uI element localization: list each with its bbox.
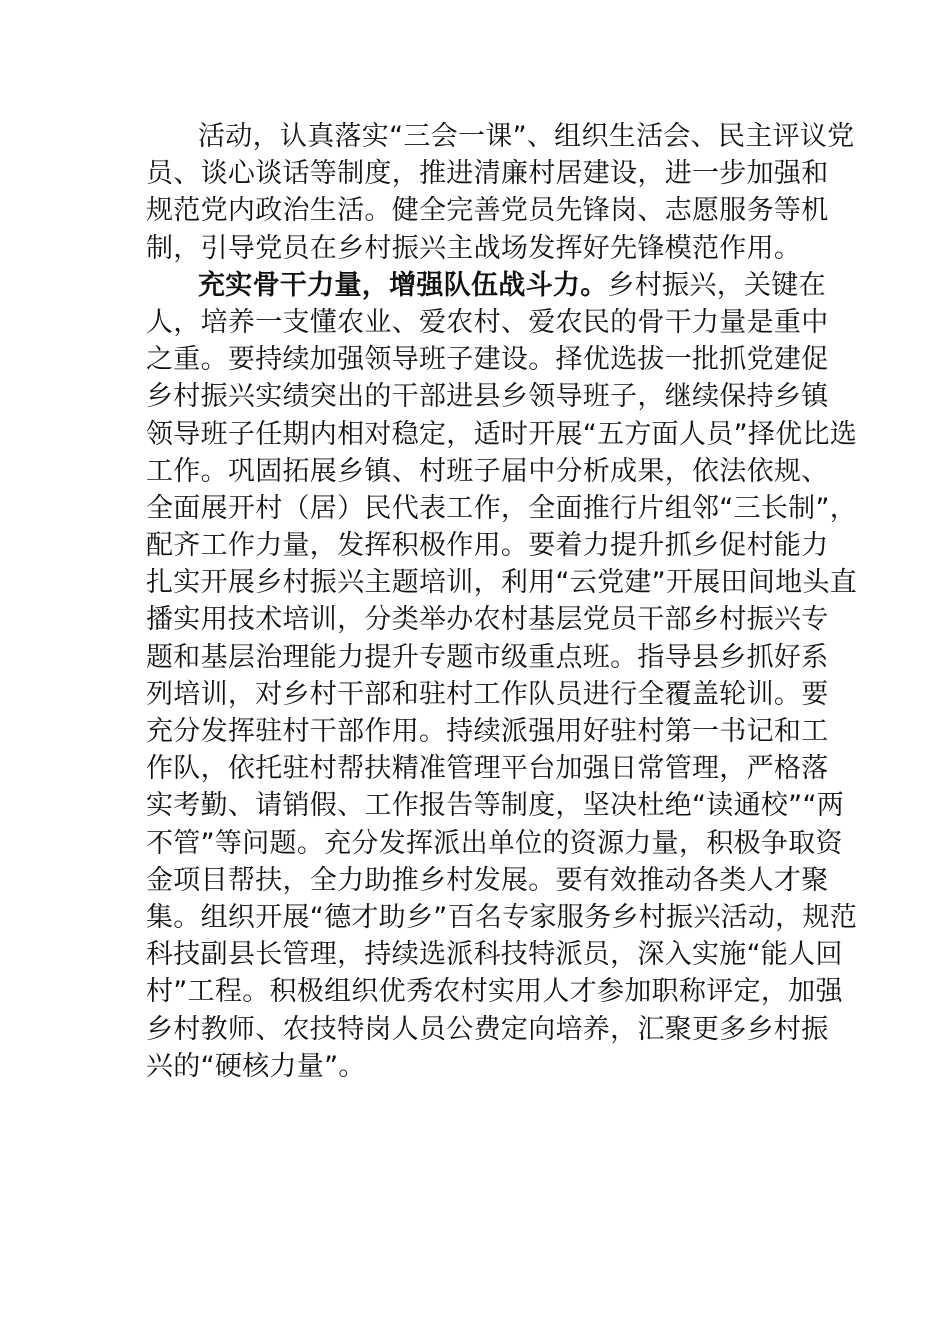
paragraph-line-rest: 乡村振兴，关键在 [607, 269, 826, 301]
paragraph-line: 员、谈心谈话等制度，推进清廉村居建设，进一步加强和 [146, 158, 829, 190]
paragraph-line: 乡村教师、农技特岗人员公费定向培养，汇聚更多乡村振 [146, 1013, 829, 1045]
paragraph-line: 领导班子任期内相对稳定，适时开展“五方面人员”择优比选 [146, 418, 858, 450]
paragraph-line: 不管”等问题。充分发挥派出单位的资源力量，积极争取资 [146, 827, 843, 859]
paragraph-line: 活动，认真落实“三会一课”、组织生活会、民主评议党 [198, 121, 855, 152]
paragraph-line: 乡村振兴实绩突出的干部进县乡领导班子，继续保持乡镇 [146, 381, 829, 413]
document-body [146, 118, 858, 1085]
paragraph-first-line [146, 267, 826, 304]
paragraph-line: 规范党内政治生活。健全完善党员先锋岗、志愿服务等机 [146, 195, 829, 227]
paragraph-line: 配齐工作力量，发挥积极作用。要着力提升抓乡促村能力 [146, 530, 829, 562]
paragraph-line: 科技副县长管理，持续选派科技特派员，深入实施“能人回 [146, 939, 843, 971]
paragraph-line: 播实用技术培训，分类举办农村基层党员干部乡村振兴专 [146, 604, 829, 636]
paragraph-line: 全面展开村（居）民代表工作，全面推行片组邻“三长制”， [146, 492, 858, 524]
paragraph-line: 列培训，对乡村干部和驻村工作队员进行全覆盖轮训。要 [146, 678, 829, 710]
paragraph-line: 之重。要持续加强领导班子建设。择优选拔一批抓党建促 [146, 344, 829, 376]
paragraph-line: 扎实开展乡村振兴主题培训，利用“云党建”开展田间地头直 [146, 567, 858, 599]
paragraph-line: 实考勤、请销假、工作报告等制度，坚决杜绝“读通校”“两 [146, 790, 845, 822]
paragraph-line: 工作。巩固拓展乡镇、村班子届中分析成果，依法依规、 [146, 455, 829, 487]
paragraph-line: 金项目帮扶，全力助推乡村发展。要有效推动各类人才聚 [146, 864, 829, 896]
paragraph-party-life [146, 118, 855, 267]
paragraph-line: 人，培养一支懂农业、爱农村、爱农民的骨干力量是重中 [146, 306, 829, 338]
paragraph-backbone-strength [146, 267, 858, 1085]
paragraph-line: 作队，依托驻村帮扶精准管理平台加强日常管理，严格落 [146, 753, 829, 785]
paragraph-line: 题和基层治理能力提升专题市级重点班。指导县乡抓好系 [146, 641, 829, 673]
section-heading: 充实骨干力量，增强队伍战斗力。 [198, 269, 608, 301]
paragraph-line: 充分发挥驻村干部作用。持续派强用好驻村第一书记和工 [146, 716, 829, 747]
paragraph-line: 兴的“硬核力量”。 [146, 1050, 366, 1082]
paragraph-line: 村”工程。积极组织优秀农村实用人才参加职称评定，加强 [146, 976, 843, 1008]
paragraph-line: 制，引导党员在乡村振兴主战场发挥好先锋模范作用。 [146, 232, 802, 264]
paragraph-line: 集。组织开展“德才助乡”百名专家服务乡村振兴活动，规范 [146, 901, 858, 933]
